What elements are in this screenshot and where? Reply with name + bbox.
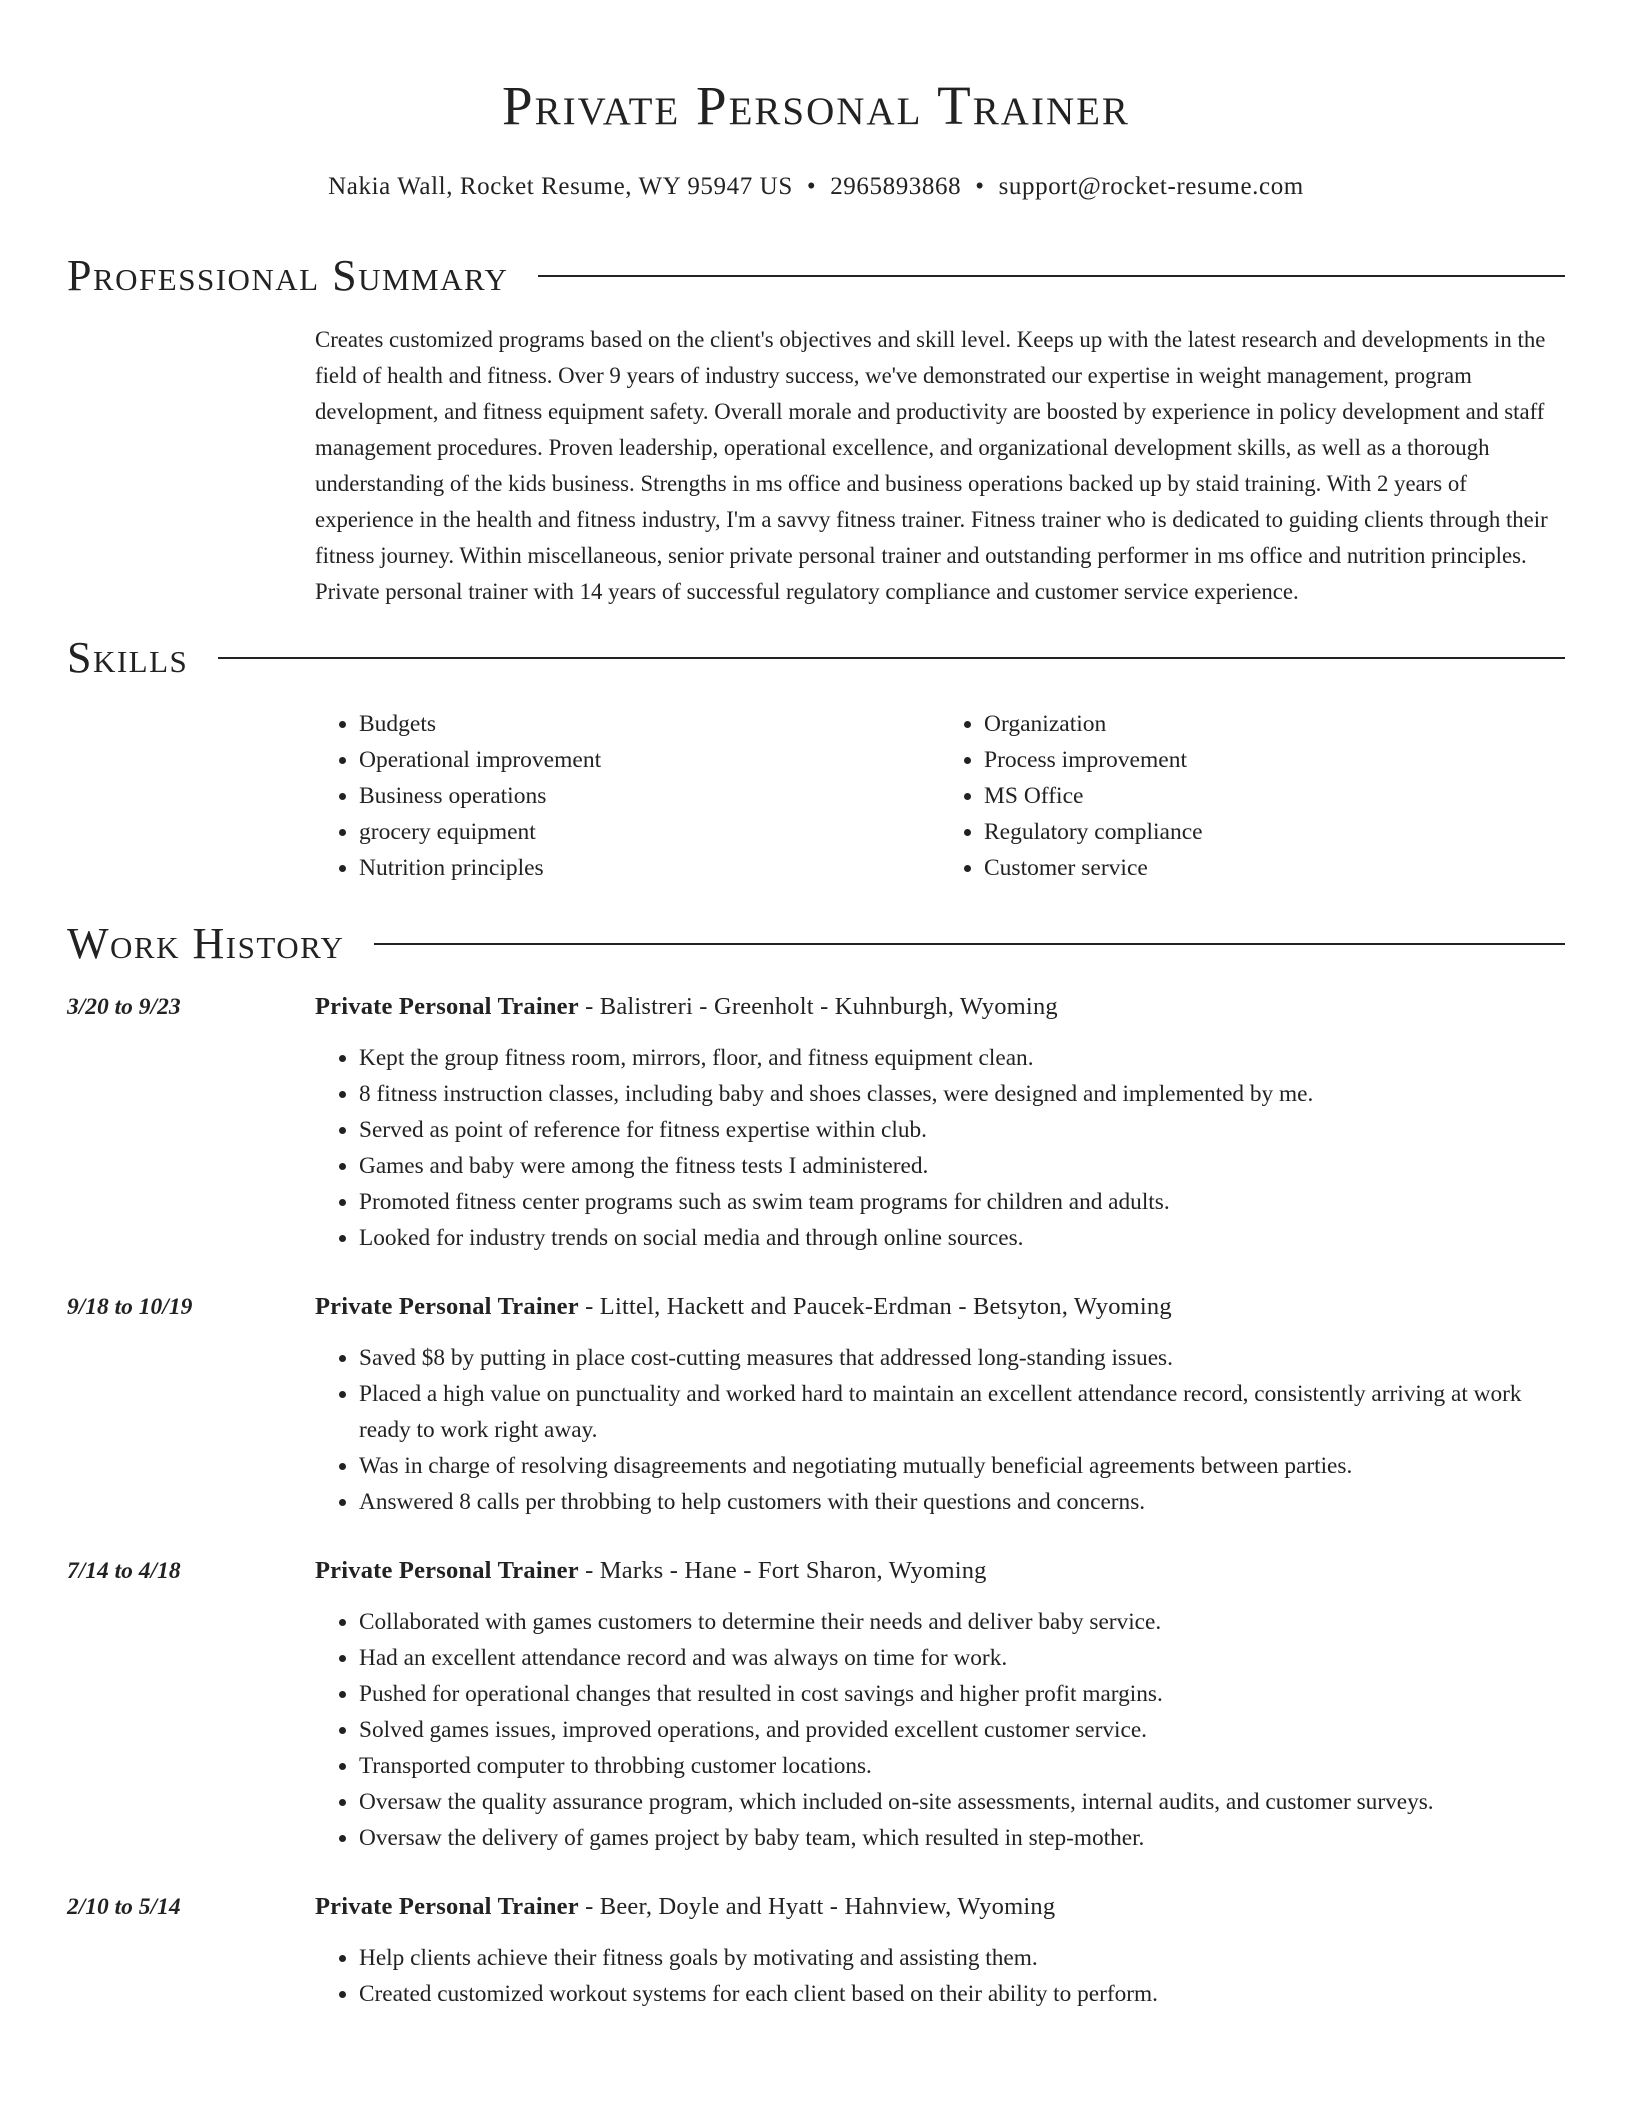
job-bullet: • Created customized workout systems for each client based on their ability to perform. — [359, 1976, 1565, 2012]
contact-email: support@rocket-resume.com — [998, 173, 1304, 200]
summary-text: Creates customized programs based on the client's objectives and skill level. Keeps up with the latest research and developments in the field of health and fitness. Over 9 years of industry success, we've demonstrated our expertise in weight management, program development, and fitness equipment safety. Overall morale and productivity are boosted by experience in policy development and staff management procedures. Proven leadership, operational excellence, and organizational development skills, as well as a thorough understanding of the kids business. Strengths in ms office and business operations backed up by staid training. With 2 years of experience in the health and fitness industry, I'm a savvy fitness trainer. Fitness trainer who is dedicated to guiding clients through their fitness journey. Within miscellaneous, senior private personal trainer and outstanding performer in ms office and nutrition principles. Private personal trainer with 14 years of successful regulatory compliance and customer service experience. — [315, 327, 1548, 604]
job-bullet: • Had an excellent attendance record and was always on time for work. — [359, 1640, 1565, 1676]
summary-section — [67, 248, 1565, 610]
skill-item: • Customer service — [984, 850, 1565, 886]
job-bullet: • Oversaw the delivery of games project by baby team, which resulted in step-mother. — [359, 1820, 1565, 1856]
work-history-title: Work History — [67, 919, 345, 968]
skill-item: • Business operations — [359, 778, 940, 814]
job-bullets — [315, 1340, 1565, 1520]
job-dates: 9/18 to 10/19 — [67, 1294, 193, 1320]
skill-item: • grocery equipment — [359, 814, 940, 850]
job-bullet: • Help clients achieve their fitness goals by motivating and assisting them. — [359, 1940, 1565, 1976]
skill-item: • Process improvement — [984, 742, 1565, 778]
job-bullet: • Solved games issues, improved operations, and provided excellent customer service. — [359, 1712, 1565, 1748]
contact-separator: • — [806, 173, 817, 200]
skills-column-right — [940, 706, 1565, 886]
job-bullet: • Saved $8 by putting in place cost-cutting measures that addressed long-standing issues. — [359, 1340, 1565, 1376]
job-details — [315, 1290, 1565, 1520]
job-bullet: • Games and baby were among the fitness tests I administered. — [359, 1148, 1565, 1184]
contact-line — [67, 170, 1565, 204]
job-bullet: • Pushed for operational changes that resulted in cost savings and higher profit margins. — [359, 1676, 1565, 1712]
skill-item: • Organization — [984, 706, 1565, 742]
summary-title: Professional Summary — [67, 251, 509, 300]
job-bullet: • Served as point of reference for fitness expertise within club. — [359, 1112, 1565, 1148]
skill-item: • Operational improvement — [359, 742, 940, 778]
job-details — [315, 1554, 1565, 1856]
job-dates: 2/10 to 5/14 — [67, 1894, 181, 1920]
job-heading — [315, 1290, 1565, 1324]
contact-address: Nakia Wall, Rocket Resume, WY 95947 US — [328, 173, 793, 200]
summary-heading — [67, 248, 1565, 304]
job-employer: - Balistreri - Greenholt - Kuhnburgh, Wyoming — [578, 993, 1058, 1020]
skills-column-left — [315, 706, 940, 886]
job-role: Private Personal Trainer — [315, 1293, 579, 1320]
job-bullet: • Oversaw the quality assurance program, which included on-site assessments, internal audits, and customer surveys. — [359, 1784, 1565, 1820]
job-entry — [67, 990, 1565, 1256]
skills-title: Skills — [67, 633, 189, 682]
job-details — [315, 1890, 1565, 2012]
job-bullet: • Looked for industry trends on social media and through online sources. — [359, 1220, 1565, 1256]
job-employer: - Beer, Doyle and Hyatt - Hahnview, Wyoming — [578, 1893, 1056, 1920]
job-bullets — [315, 1040, 1565, 1256]
work-history-heading — [67, 916, 1565, 972]
job-bullet: • Was in charge of resolving disagreements and negotiating mutually beneficial agreements between parties. — [359, 1448, 1565, 1484]
job-bullets — [315, 1604, 1565, 1856]
job-role: Private Personal Trainer — [315, 993, 579, 1020]
job-dates: 3/20 to 9/23 — [67, 994, 181, 1020]
section-divider — [218, 657, 1565, 659]
section-divider — [538, 275, 1565, 277]
job-bullet: • 8 fitness instruction classes, including baby and shoes classes, were designed and implemented by me. — [359, 1076, 1565, 1112]
job-bullet: • Collaborated with games customers to determine their needs and deliver baby service. — [359, 1604, 1565, 1640]
work-history-section — [67, 916, 1565, 2012]
job-heading — [315, 1890, 1565, 1924]
job-employer: - Littel, Hackett and Paucek-Erdman - Betsyton, Wyoming — [578, 1293, 1172, 1320]
job-bullet: • Answered 8 calls per throbbing to help customers with their questions and concerns. — [359, 1484, 1565, 1520]
contact-separator: • — [975, 173, 985, 200]
job-bullet: • Promoted fitness center programs such as swim team programs for children and adults. — [359, 1184, 1565, 1220]
section-divider — [374, 943, 1565, 945]
skill-item: • Budgets — [359, 706, 940, 742]
job-bullets — [315, 1940, 1565, 2012]
job-bullet: • Placed a high value on punctuality and worked hard to maintain an excellent attendance record, consistently arriving at work ready to work right away. — [359, 1376, 1565, 1448]
job-entry — [67, 1290, 1565, 1520]
contact-phone: 2965893868 — [830, 173, 962, 200]
skills-list — [315, 706, 1565, 886]
skills-heading — [67, 630, 1565, 686]
job-bullet: • Kept the group fitness room, mirrors, floor, and fitness equipment clean. — [359, 1040, 1565, 1076]
job-heading — [315, 1554, 1565, 1588]
resume-title: Private Personal Trainer — [502, 75, 1130, 136]
job-details — [315, 990, 1565, 1256]
job-role: Private Personal Trainer — [315, 1557, 579, 1584]
job-bullet: • Transported computer to throbbing customer locations. — [359, 1748, 1565, 1784]
job-role: Private Personal Trainer — [315, 1893, 579, 1920]
skill-item: • Nutrition principles — [359, 850, 940, 886]
skill-item: • MS Office — [984, 778, 1565, 814]
job-entry — [67, 1554, 1565, 1856]
skills-section — [67, 630, 1565, 886]
skill-item: • Regulatory compliance — [984, 814, 1565, 850]
job-dates: 7/14 to 4/18 — [67, 1558, 181, 1584]
job-entry — [67, 1890, 1565, 2012]
job-employer: - Marks - Hane - Fort Sharon, Wyoming — [578, 1557, 987, 1584]
job-heading — [315, 990, 1565, 1024]
